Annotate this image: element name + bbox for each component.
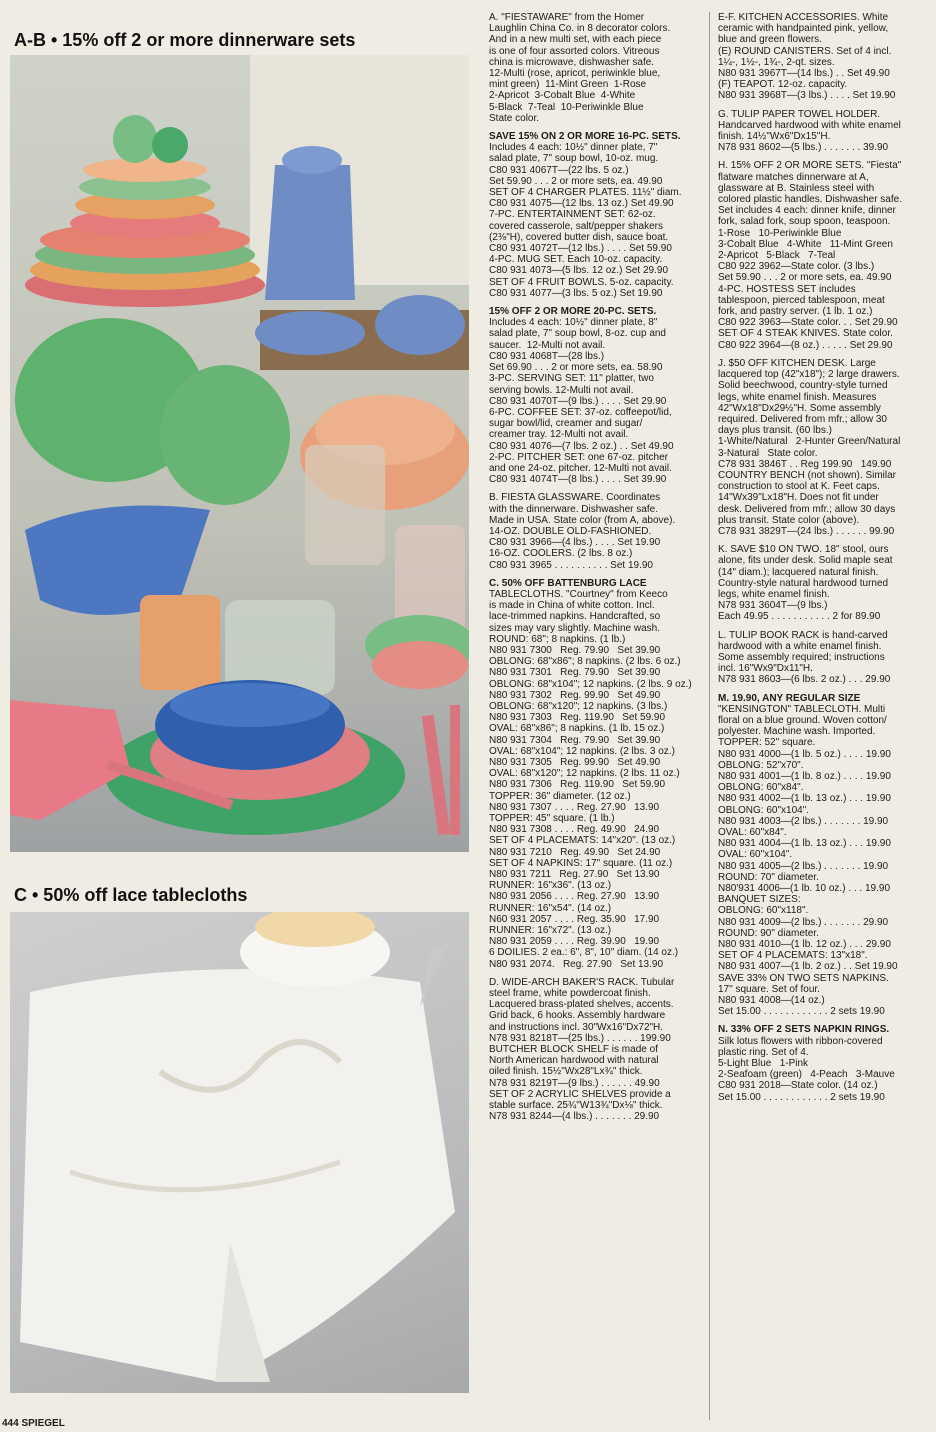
entry-heading: N. 33% OFF 2 SETS NAPKIN RINGS. — [718, 1024, 890, 1036]
entry-line: plastic ring. Set of 4. — [718, 1046, 809, 1058]
entry-line: 2-Seafoam (green) 4-Peach 3-Mauve — [718, 1069, 895, 1081]
entry-line: N80 931 4005—(2 lbs.) . . . . . . . 19.90 — [718, 860, 889, 872]
entry-line: N80 931 7307 . . . . Reg. 27.90 13.90 — [489, 801, 660, 813]
entry-line: C80 931 4067T—(22 lbs. 5 oz.) — [489, 164, 629, 176]
entry-line: E-F. KITCHEN ACCESSORIES. White — [718, 12, 889, 23]
entry-line: N80 931 4000—(1 lb. 5 oz.) . . . . 19.90 — [718, 748, 891, 760]
entry-line: OVAL: 60"x84". — [718, 827, 787, 839]
entry-line: C80 931 2018—State color. (14 oz.) — [718, 1080, 878, 1092]
entry-line: 2-Apricot 5-Black 7-Teal — [718, 250, 836, 262]
entry-line: covered casserole, salt/pepper shakers — [489, 220, 663, 232]
entry-line: colored plastic handles. Dishwasher safe. — [718, 194, 902, 206]
entry-line: N80 931 4010—(1 lb. 12 oz.) . . . 29.90 — [718, 939, 891, 951]
entry-line: SAVE 33% ON TWO SETS NAPKINS. — [718, 972, 889, 984]
catalog-entry — [489, 12, 696, 124]
catalog-entry — [718, 1024, 930, 1102]
entry-line: C78 931 3846T . . Reg 199.90 149.90 — [718, 458, 892, 470]
entry-line: C80 922 3963—State color. . . Set 29.90 — [718, 317, 898, 329]
catalog-entry — [489, 578, 696, 970]
entry-line: C80 931 4077—(3 lbs. 5 oz.) Set 19.90 — [489, 287, 663, 299]
entry-line: BANQUET SIZES: — [718, 894, 801, 906]
page-footer: 444 SPIEGEL — [2, 1418, 65, 1429]
entry-line: (14" diam.); lacquered natural finish. — [718, 566, 879, 578]
entry-line: Laughlin China Co. in 8 decorator colors. — [489, 23, 671, 35]
column-divider — [709, 12, 710, 1420]
entry-line: C80 931 3965 . . . . . . . . . . Set 19.90 — [489, 559, 653, 571]
entry-line: N80 931 4002—(1 lb. 13 oz.) . . . 19.90 — [718, 793, 891, 805]
entry-line: N80 931 7304 Reg. 79.90 Set 39.90 — [489, 734, 661, 746]
entry-line: C80 931 4075—(12 lbs. 13 oz.) Set 49.90 — [489, 198, 674, 210]
entry-line: 5-Light Blue 1-Pink — [718, 1058, 809, 1070]
entry-line: serving bowls. 12-Multi not avail. — [489, 384, 634, 396]
entry-line: 3-PC. SERVING SET: 11" platter, two — [489, 373, 654, 385]
entry-line: C80 931 4068T—(28 lbs.) — [489, 350, 605, 362]
catalog-entry — [718, 160, 930, 350]
entry-line: and instructions incl. 30"Wx16"Dx72"H. — [489, 1021, 664, 1033]
entry-line: N80 931 7303 Reg. 119.90 Set 59.90 — [489, 712, 666, 724]
entry-line: is made in China of white cotton. Incl. — [489, 600, 655, 612]
entry-line: N80 931 3967T—(14 lbs.) . . Set 49.90 — [718, 68, 890, 80]
entry-line: 17" square. Set of four. — [718, 983, 820, 995]
entry-line: TOPPER: 36" diameter. (12 oz.) — [489, 790, 631, 802]
entry-heading: 15% OFF 2 OR MORE 20-PC. SETS. — [489, 306, 657, 318]
entry-line: 1-Rose 10-Periwinkle Blue — [718, 227, 842, 239]
catalog-entry — [718, 693, 930, 1018]
entry-line: construction to stool at K. Feet caps. — [718, 481, 880, 493]
entry-line: Made in USA. State color (from A, above). — [489, 514, 676, 526]
entry-line: N80 931 7305 Reg. 99.90 Set 49.90 — [489, 757, 661, 768]
entry-line: Some assembly required; instructions — [718, 651, 885, 663]
entry-line: N78 931 8219T—(9 lbs.) . . . . . . 49.90 — [489, 1077, 660, 1089]
entry-line: OBLONG: 60"x118". — [718, 905, 809, 917]
entry-line: RUNNER: 16"x72". (13 oz.) — [489, 925, 612, 937]
entry-line: OBLONG: 60"x84". — [718, 782, 804, 794]
entry-line: Silk lotus flowers with ribbon-covered — [718, 1035, 883, 1047]
entry-line: 7-PC. ENTERTAINMENT SET: 62-oz. — [489, 209, 656, 221]
entry-line: N80 931 4001—(1 lb. 8 oz.) . . . . 19.90 — [718, 771, 891, 782]
entry-line: TOPPER: 52" square. — [718, 737, 816, 749]
entry-line: SET OF 4 PLACEMATS: 14"x20". (13 oz.) — [489, 835, 676, 847]
entry-line: Set 59.90 . . . 2 or more sets, ea. 49.90 — [718, 272, 892, 284]
entry-line: fork, and pastry server. (1 lb. 1 oz.) — [718, 306, 873, 318]
entry-line: oiled finish. 15½"Wx28"Lx¾" thick. — [489, 1066, 643, 1078]
entry-line: incl. 16"Wx9"Dx11"H. — [718, 663, 813, 675]
entry-line: C80 931 4074T—(8 lbs.) . . . . Set 39.90 — [489, 474, 667, 486]
entry-line: alone, fits under desk. Solid maple seat — [718, 555, 893, 567]
entry-line: N80 931 4003—(2 lbs.) . . . . . . . 19.90 — [718, 815, 889, 827]
entry-heading: C. 50% OFF BATTENBURG LACE — [489, 577, 647, 589]
entry-line: Set 69.90 . . . 2 or more sets, ea. 58.90 — [489, 362, 663, 374]
entry-line: N80 931 4004—(1 lb. 13 oz.) . . . 19.90 — [718, 838, 891, 850]
entry-line: C80 931 4070T—(9 lbs.) . . . . Set 29.90 — [489, 395, 667, 407]
entry-line: ROUND: 70" diameter. — [718, 871, 819, 883]
entry-line: 1¼-, 1½-, 1¾-, 2-qt. sizes. — [718, 56, 835, 68]
entry-line: plus transit. State color (above). — [718, 514, 860, 526]
entry-line: creamer tray. 12-Multi not avail. — [489, 429, 629, 441]
entry-line: N80 931 7308 . . . . Reg. 49.90 24.90 — [489, 824, 660, 836]
entry-line: K. SAVE $10 ON TWO. 18" stool, ours — [718, 544, 889, 556]
entry-line: OVAL: 60"x104". — [718, 849, 793, 861]
entry-line: C80 931 4073—(5 lbs. 12 oz.) Set 29.90 — [489, 265, 669, 277]
entry-line: N80 931 2074. Reg. 27.90 Set 13.90 — [489, 958, 664, 970]
entry-line: polyester. Machine wash. Imported. — [718, 726, 876, 738]
entry-line: 3-Cobalt Blue 4-White 11-Mint Green — [718, 238, 893, 250]
entry-line: salad plate, 7" soup bowl, 10-oz. mug. — [489, 153, 659, 165]
entry-line: Includes 4 each: 10½" dinner plate, 7" — [489, 142, 658, 154]
entry-line: State color. — [489, 112, 540, 124]
entry-line: lacquered top (42"x18"); 2 large drawers. — [718, 369, 900, 381]
entry-line: N80 931 4008—(14 oz.) — [718, 995, 825, 1007]
entry-line: SET OF 4 CHARGER PLATES. 11½" diam. — [489, 187, 682, 199]
entry-line: ceramic with handpainted pink, yellow, — [718, 23, 889, 35]
entry-line: hardwood with a white enamel finish. — [718, 640, 882, 652]
entry-line: And in a new multi set, with each piece — [489, 34, 662, 46]
dinnerware-photo — [10, 55, 469, 852]
entry-line: 14"Wx39"Lx18"H. Does not fit under — [718, 492, 879, 504]
entry-line: Set 59.90 . . . 2 or more sets, ea. 49.90 — [489, 175, 663, 187]
catalog-entry — [489, 492, 696, 570]
entry-line: J. $50 OFF KITCHEN DESK. Large — [718, 357, 876, 369]
entry-line: salad plate, 7" soup bowl, 8-oz. cup and — [489, 328, 666, 340]
entry-line: sugar bowl/lid, creamer and sugar/ — [489, 418, 643, 430]
entry-line: days plus transit. (60 lbs.) — [718, 425, 832, 437]
entry-line: N80'931 4006—(1 lb. 10 oz.) . . . 19.90 — [718, 883, 891, 895]
tablecloth-illustration — [10, 912, 469, 1393]
entry-line: "KENSINGTON" TABLECLOTH. Multi — [718, 703, 886, 715]
entry-line: N60 931 2057 . . . . Reg. 35.90 17.90 — [489, 913, 660, 925]
entry-line: china is microwave, dishwasher safe. — [489, 56, 655, 68]
entry-line: Lacquered brass-plated shelves, accents. — [489, 999, 674, 1011]
entry-line: N78 931 8218T—(25 lbs.) . . . . . . 199.90 — [489, 1032, 671, 1044]
entry-line: OVAL: 68"x120"; 12 napkins. (2 lbs. 11 oz.) — [489, 768, 680, 780]
catalog-entry — [718, 12, 930, 102]
catalog-entry — [489, 131, 696, 299]
entry-heading: M. 19.90, ANY REGULAR SIZE — [718, 692, 861, 704]
entry-line: sizes may vary slightly. Machine wash. — [489, 622, 660, 634]
entry-line: 12-Multi (rose, apricot, periwinkle blue, — [489, 68, 661, 80]
entry-line: N80 931 7306 Reg. 119.90 Set 59.90 — [489, 779, 666, 791]
entry-line: required. Delivered from mfr.; allow 30 — [718, 413, 887, 425]
entry-line: lace-trimmed napkins. Handcrafted, so — [489, 611, 661, 623]
entry-line: flatware matches dinnerware at A, — [718, 171, 869, 183]
entry-line: BUTCHER BLOCK SHELF is made of — [489, 1044, 658, 1056]
entry-line: N80 931 3968T—(3 lbs.) . . . . Set 19.90 — [718, 90, 896, 102]
entry-line: N80 931 7300 Reg. 79.90 Set 39.90 — [489, 644, 661, 656]
entry-line: legs, white enamel finish. — [718, 588, 830, 600]
entry-line: N80 931 4009—(2 lbs.) . . . . . . . 29.90 — [718, 916, 889, 928]
entry-line: TABLECLOTHS. "Courtney" from Keeco — [489, 588, 668, 600]
entry-line: desk. Delivered from mfr.; allow 30 days — [718, 503, 896, 515]
entry-line: RUNNER: 16"x36". (13 oz.) — [489, 880, 612, 892]
entry-line: N80 931 2056 . . . . Reg. 27.90 13.90 — [489, 891, 660, 903]
entry-line: Includes 4 each: 10½" dinner plate, 8" — [489, 317, 658, 329]
entry-line: blue and green flowers. — [718, 34, 822, 46]
entry-line: 14-OZ. DOUBLE OLD-FASHIONED. — [489, 525, 652, 537]
entry-line: N80 931 7211 Reg. 27.90 Set 13.90 — [489, 869, 660, 881]
text-column-middle — [489, 12, 696, 1130]
entry-line: A. "FIESTAWARE" from the Homer — [489, 12, 645, 23]
entry-line: saucer. 12-Multi not avail. — [489, 339, 606, 351]
entry-line: N78 931 8603—(6 lbs. 2 oz.) . . . 29.90 — [718, 674, 891, 686]
entry-line: fork, salad fork, soup spoon, teaspoon. — [718, 216, 891, 228]
entry-line: COUNTRY BENCH (not shown). Similar — [718, 469, 897, 481]
entry-line: OBLONG: 60"x104". — [718, 804, 810, 816]
catalog-entry — [718, 630, 930, 686]
entry-line: OBLONG: 52"x70". — [718, 759, 804, 771]
entry-line: 2-Apricot 3-Cobalt Blue 4-White — [489, 90, 636, 102]
entry-line: N80 931 2059 . . . . Reg. 39.90 19.90 — [489, 936, 660, 948]
dinnerware-illustration — [10, 55, 469, 852]
entry-line: glassware at B. Stainless steel with — [718, 182, 875, 194]
entry-line: (E) ROUND CANISTERS. Set of 4 incl. — [718, 45, 892, 57]
entry-line: steel frame, white powdercoat finish. — [489, 988, 651, 1000]
entry-line: 4-PC. MUG SET. Each 10-oz. capacity. — [489, 254, 663, 266]
entry-line: C80 931 4072T—(12 lbs.) . . . . Set 59.90 — [489, 243, 672, 255]
tablecloth-photo — [10, 912, 469, 1393]
entry-line: Country-style natural hardwood turned — [718, 577, 889, 589]
entry-line: (2⅜"H), covered butter dish, sauce boat. — [489, 231, 669, 243]
entry-line: RUNNER: 16"x54". (14 oz.) — [489, 902, 612, 914]
entry-line: SET OF 4 STEAK KNIVES. State color. — [718, 328, 893, 340]
entry-heading: SAVE 15% ON 2 OR MORE 16-PC. SETS. — [489, 131, 681, 143]
text-column-right — [718, 12, 930, 1110]
entry-line: OVAL: 68"x86"; 8 napkins. (1 lb. 15 oz.) — [489, 723, 665, 735]
entry-line: N78 931 8602—(5 lbs.) . . . . . . . 39.90 — [718, 142, 889, 154]
entry-line: 1-White/Natural 2-Hunter Green/Natural — [718, 436, 901, 448]
entry-line: C80 922 3962—State color. (3 lbs.) — [718, 261, 875, 273]
entry-line: N80 931 4007—(1 lb. 2 oz.) . . Set 19.90 — [718, 961, 898, 973]
entry-line: North American hardwood with natural — [489, 1055, 659, 1067]
entry-line: D. WIDE-ARCH BAKER'S RACK. Tubular — [489, 976, 675, 988]
entry-line: L. TULIP BOOK RACK is hand-carved — [718, 629, 888, 641]
heading-tablecloths: C • 50% off lace tablecloths — [14, 885, 248, 905]
entry-line: SET OF 4 FRUIT BOWLS. 5-oz. capacity. — [489, 276, 674, 288]
entry-line: with the dinnerware. Dishwasher safe. — [489, 503, 658, 515]
entry-line: SET OF 4 PLACEMATS: 13"x18". — [718, 950, 868, 962]
entry-line: N78 931 8244—(4 lbs.) . . . . . . . 29.90 — [489, 1111, 660, 1123]
entry-line: Set 15.00 . . . . . . . . . . . . 2 sets 19.90 — [718, 1091, 885, 1103]
entry-line: Handcarved hardwood with white enamel — [718, 119, 901, 131]
entry-line: 42"Wx18"Dx29½"H. Some assembly — [718, 402, 881, 414]
entry-line: C80 922 3964—(8 oz.) . . . . . Set 29.90 — [718, 339, 893, 351]
entry-line: G. TULIP PAPER TOWEL HOLDER. — [718, 108, 881, 120]
entry-line: 6-PC. COFFEE SET: 37-oz. coffeepot/lid, — [489, 406, 672, 418]
catalog-entry — [489, 306, 696, 485]
catalog-entry — [718, 544, 930, 622]
entry-line: is one of four assorted colors. Vitreous — [489, 45, 660, 57]
entry-line: ROUND: 68"; 8 napkins. (1 lb.) — [489, 633, 626, 645]
entry-line: legs, white enamel finish. Measures — [718, 391, 877, 403]
catalog-entry — [718, 109, 930, 154]
entry-line: 6 DOILIES. 2 ea.: 6", 8", 10" diam. (14 oz.) — [489, 947, 679, 959]
entry-line: stable surface. 25¾"W13¾"Dx⅛" thick. — [489, 1100, 663, 1112]
entry-line: OVAL: 68"x104"; 12 napkins. (2 lbs. 3 oz.) — [489, 745, 675, 757]
entry-line: mint green) 11-Mint Green 1-Rose — [489, 79, 647, 91]
entry-line: finish. 14½"Wx6"Dx15"H. — [718, 131, 831, 143]
entry-line: Set includes 4 each: dinner knife, dinner — [718, 205, 896, 217]
entry-line: H. 15% OFF 2 OR MORE SETS. "Fiesta" — [718, 160, 902, 172]
entry-line: and one 24-oz. pitcher. 12-Multi not avail. — [489, 462, 672, 474]
entry-line: 5-Black 7-Teal 10-Periwinkle Blue — [489, 101, 644, 113]
entry-line: OBLONG: 68"x86"; 8 napkins. (2 lbs. 6 oz.) — [489, 656, 681, 668]
entry-line: tablespoon, pierced tablespoon, meat — [718, 294, 885, 306]
entry-line: SET OF 2 ACRYLIC SHELVES provide a — [489, 1088, 671, 1100]
entry-line: Solid beechwood, country-style turned — [718, 380, 888, 392]
entry-line: Grid back, 6 hooks. Assembly hardware — [489, 1010, 666, 1022]
entry-line: 3-Natural State color. — [718, 447, 818, 459]
catalog-entry — [718, 358, 930, 537]
entry-line: ROUND: 90" diameter. — [718, 927, 819, 939]
entry-line: 4-PC. HOSTESS SET includes — [718, 283, 856, 295]
entry-line: OBLONG: 68"x104"; 12 napkins. (2 lbs. 9 oz.) — [489, 678, 692, 690]
entry-line: N80 931 7302 Reg. 99.90 Set 49.90 — [489, 689, 661, 701]
entry-line: C80 931 3966—(4 lbs.) . . . . Set 19.90 — [489, 537, 661, 549]
entry-line: 16-OZ. COOLERS. (2 lbs. 8 oz.) — [489, 548, 633, 560]
entry-line: TOPPER: 45" square. (1 lb.) — [489, 813, 615, 825]
heading-dinnerware: A-B • 15% off 2 or more dinnerware sets — [14, 30, 356, 50]
entry-line: floral on a blue ground. Woven cotton/ — [718, 714, 887, 726]
entry-line: N80 931 7210 Reg. 49.90 Set 24.90 — [489, 846, 661, 858]
entry-line: C80 931 4076—(7 lbs. 2 oz.) . . Set 49.90 — [489, 440, 674, 452]
entry-line: 2-PC. PITCHER SET: one 67-oz. pitcher — [489, 451, 668, 463]
entry-line: C78 931 3829T—(24 lbs.) . . . . . . 99.90 — [718, 525, 895, 537]
entry-line: Set 15.00 . . . . . . . . . . . . 2 sets 19.90 — [718, 1006, 885, 1018]
entry-line: N78 931 3604T—(9 lbs.) — [718, 600, 828, 612]
entry-line: (F) TEAPOT. 12-oz. capacity. — [718, 79, 848, 91]
entry-line: Each 49.95 . . . . . . . . . . . 2 for 89.90 — [718, 611, 881, 623]
entry-line: OBLONG: 68"x120"; 12 napkins. (3 lbs.) — [489, 700, 668, 712]
entry-line: SET OF 4 NAPKINS: 17" square. (11 oz.) — [489, 857, 673, 869]
entry-line: B. FIESTA GLASSWARE. Coordinates — [489, 492, 661, 504]
catalog-entry — [489, 977, 696, 1123]
entry-line: N80 931 7301 Reg. 79.90 Set 39.90 — [489, 667, 661, 679]
